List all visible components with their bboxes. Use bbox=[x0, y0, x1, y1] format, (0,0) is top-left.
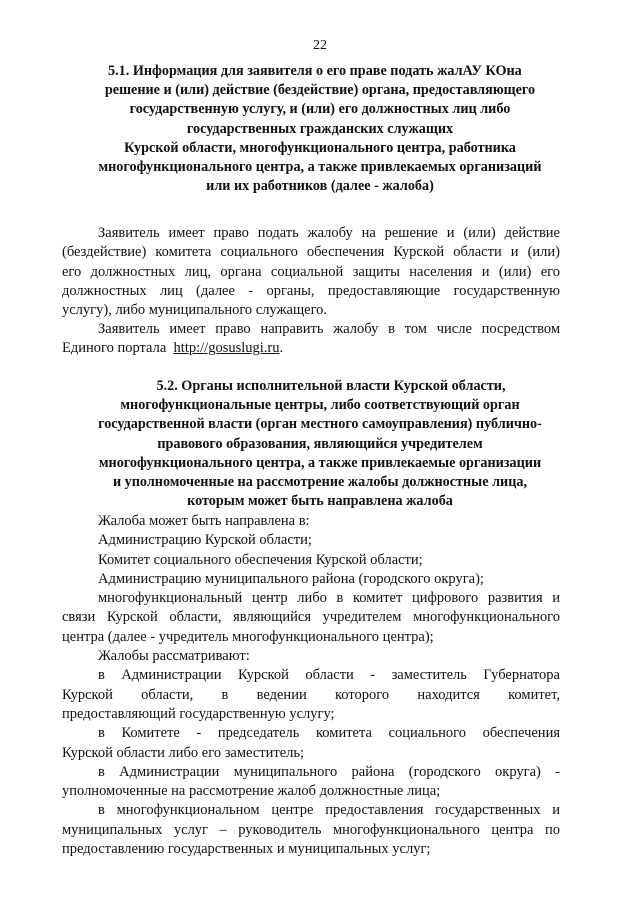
text-line: в многофункциональном центре предоставления государственных и bbox=[98, 802, 560, 819]
heading-line: 5.1. Информация для заявителя о его праве подать жалАУ КОна bbox=[108, 63, 522, 79]
text-line: в Администрации Курской области - заместитель Губернатора bbox=[98, 667, 560, 684]
page-number: 22 bbox=[313, 38, 327, 53]
text-line: Заявитель имеет право подать жалобу на решение и (или) действие bbox=[98, 225, 560, 241]
heading-line: или их работников (далее - жалоба) bbox=[206, 178, 434, 195]
heading-line: государственной власти (орган местного самоуправления) публично- bbox=[98, 416, 542, 433]
heading-line: государственных гражданских служащих bbox=[186, 120, 454, 137]
heading-line: 5.2. Органы исполнительной власти Курской области, bbox=[156, 378, 506, 394]
section-5-1-heading bbox=[62, 62, 578, 196]
text-line: Комитет социального обеспечения Курской области; bbox=[98, 551, 423, 568]
text-line: Жалобы рассматривают: bbox=[98, 648, 250, 665]
text-line: Администрацию Курской области; bbox=[98, 532, 312, 549]
text-line: Курской области, в ведении которого находится комитет, bbox=[62, 686, 560, 703]
text-line: предоставлению государственных и муниципальных услуг; bbox=[62, 841, 431, 858]
section-5-1-paragraph-2 bbox=[62, 320, 560, 359]
section-5-2-body bbox=[62, 512, 560, 859]
heading-line: Курской области, многофункционального центра, работника bbox=[124, 139, 516, 156]
text-line: многофункциональный центр либо в комитет цифрового развития и bbox=[98, 590, 560, 607]
text-line: в Администрации муниципального района (городского округа) - bbox=[98, 763, 560, 780]
heading-line: многофункциональные центры, либо соответствующий орган bbox=[120, 397, 520, 414]
text-line: в Комитете - председатель комитета социального обеспечения bbox=[98, 725, 560, 742]
heading-line: решение и (или) действие (бездействие) органа, предоставляющего bbox=[104, 82, 536, 99]
heading-line: правового образования, являющийся учредителем bbox=[157, 435, 483, 452]
text-line: муниципальных услуг – руководитель многофункционального центра по bbox=[62, 821, 560, 838]
heading-line: многофункционального центра, а также привлекаемых организаций bbox=[98, 159, 542, 176]
section-5-2-heading bbox=[62, 377, 578, 511]
text-line: связи Курской области, являющийся учредителем многофункционального bbox=[62, 609, 560, 626]
heading-line: которым может быть направлена жалоба bbox=[187, 493, 453, 510]
heading-line: многофункционального центра, а также привлекаемые организации bbox=[98, 454, 542, 471]
portal-label: Единого портала bbox=[62, 340, 167, 357]
text-line: (бездействие) комитета социального обеспечения Курской области и (или) bbox=[62, 244, 560, 261]
text-line: его должностных лиц, органа социальной защиты населения и (или) его bbox=[62, 263, 560, 280]
heading-line: государственную услугу, и (или) его должностных лиц либо bbox=[129, 101, 511, 118]
text-line: должностных лиц (далее - органы, предоставляющие государственную bbox=[62, 282, 560, 299]
text-line: предоставляющий государственную услугу; bbox=[62, 705, 335, 722]
text-line-with-link bbox=[62, 339, 560, 358]
heading-line: и уполномоченные на рассмотрение жалобы должностные лица, bbox=[112, 474, 528, 491]
text-line: Заявитель имеет право направить жалобу в том числе посредством bbox=[98, 321, 560, 337]
text-line: центра (далее - учредитель многофункционального центра); bbox=[62, 628, 434, 645]
section-5-1-paragraph-1 bbox=[62, 224, 560, 320]
text-line: Курской области либо его заместитель; bbox=[62, 744, 305, 761]
portal-link[interactable]: http://gosuslugi.ru bbox=[173, 340, 280, 357]
portal-link-suffix: . bbox=[279, 340, 284, 357]
text-line: уполномоченные на рассмотрение жалоб должностные лица; bbox=[62, 783, 441, 800]
text-line: Жалоба может быть направлена в: bbox=[98, 513, 310, 529]
text-line: Администрацию муниципального района (городского округа); bbox=[98, 570, 484, 587]
text-line: услугу), либо муниципального служащего. bbox=[62, 302, 328, 319]
